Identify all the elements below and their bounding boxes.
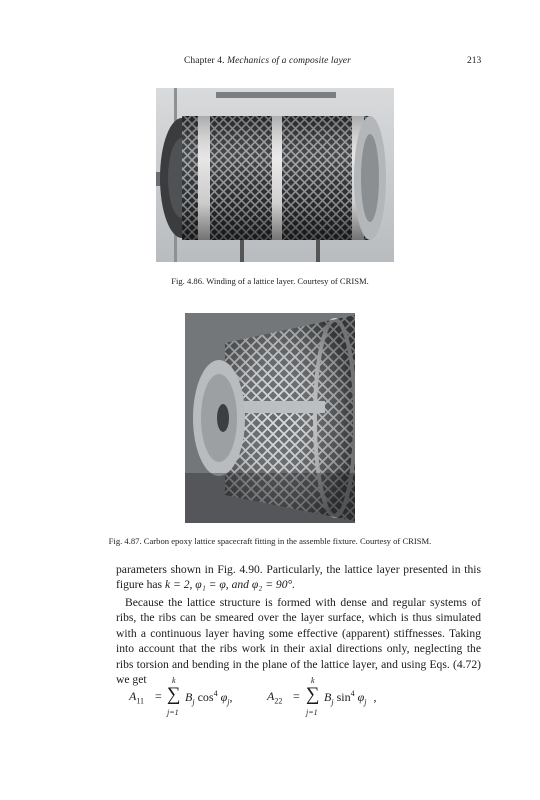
figure-4-86-caption: Fig. 4.86. Winding of a lattice layer. Courtesy of CRISM. <box>171 276 369 286</box>
sum-upper-limit-2: k <box>311 676 315 685</box>
stiffness-equation <box>129 676 449 726</box>
sum-lower-limit-2: j=1 <box>306 708 318 717</box>
page-number: 213 <box>467 56 482 66</box>
sum-lower-limit: j=1 <box>167 708 179 717</box>
page-header <box>0 56 540 70</box>
summation-sign-2: ∑ <box>306 684 320 705</box>
figure-4-87-caption: Fig. 4.87. Carbon epoxy lattice spacecraft fitting in the assemble fixture. Courtesy of CRISM. <box>108 536 432 546</box>
equals-sign-2: = <box>293 689 300 703</box>
equation-term-a11: $A_{11}$ <box>129 689 145 706</box>
figure-spacecraft-fitting-photo <box>185 313 355 523</box>
body-paragraph-1: parameters shown in Fig. 4.90. Particularly, the lattice layer presented in this figure has k = 2, φ₁ = φ, and φ₂ = 90°. <box>116 563 481 592</box>
summation-sign: ∑ <box>167 684 181 705</box>
equation-term-a22: $A_{22}$ <box>267 689 283 706</box>
equation-term-sin: $B_j$ $\sin^4 \varphi_j$ , <box>324 689 377 707</box>
sum-upper-limit: k <box>172 676 176 685</box>
equals-sign-1: = <box>155 689 162 703</box>
running-head: Chapter 4. Mechanics of a composite layer <box>184 56 351 66</box>
winding-photo-image <box>156 88 394 262</box>
equation-term-cos: $B_j$ $\cos^4 \varphi_j$, <box>185 689 233 707</box>
spacecraft-fitting-photo-image <box>185 313 355 523</box>
figure-winding-photo <box>156 88 394 262</box>
body-paragraph-2: Because the lattice structure is formed with dense and regular systems of ribs, the ribs can be smeared over the layer surface, which is thus simulated with a continuous layer having some effective (apparent) stiffnesses. Taking into account that the ribs work in their axial directions only, neglecting the ribs torsion and bending in the plane of the lattice layer, and using Eqs. (4.72) we get <box>116 596 481 687</box>
